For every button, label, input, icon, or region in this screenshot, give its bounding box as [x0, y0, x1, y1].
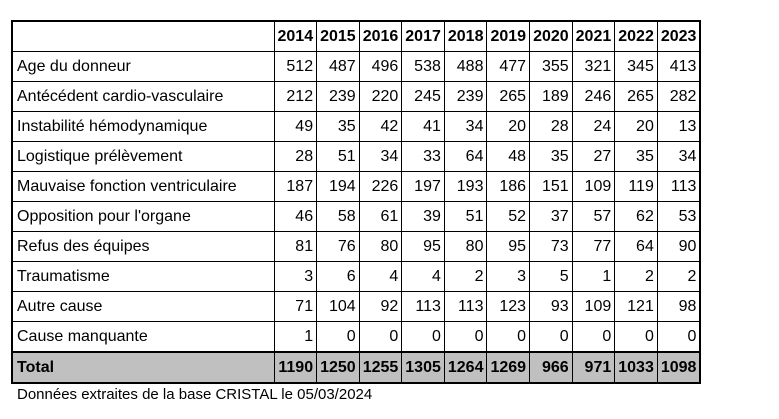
value-cell: 28: [274, 142, 317, 172]
value-cell: 71: [274, 292, 317, 322]
value-cell: 52: [487, 202, 530, 232]
value-cell: 0: [402, 322, 445, 353]
year-header: 2023: [657, 21, 700, 52]
table-row: [12, 82, 700, 112]
value-cell: 24: [572, 112, 615, 142]
value-cell: 57: [572, 202, 615, 232]
value-cell: 321: [572, 52, 615, 82]
row-label: Antécédent cardio-vasculaire: [12, 82, 274, 112]
value-cell: 35: [615, 142, 658, 172]
value-cell: 1: [572, 262, 615, 292]
value-cell: 2: [657, 262, 700, 292]
total-value-cell: 1098: [657, 352, 700, 383]
total-value-cell: 966: [530, 352, 573, 383]
value-cell: 93: [530, 292, 573, 322]
value-cell: 80: [359, 232, 402, 262]
table-row: [12, 142, 700, 172]
value-cell: 113: [444, 292, 487, 322]
value-cell: 212: [274, 82, 317, 112]
year-header: 2016: [359, 21, 402, 52]
value-cell: 119: [615, 172, 658, 202]
total-value-cell: 1305: [402, 352, 445, 383]
row-label: Age du donneur: [12, 52, 274, 82]
table-row: [12, 292, 700, 322]
table-row: [12, 112, 700, 142]
value-cell: 46: [274, 202, 317, 232]
year-header: 2018: [444, 21, 487, 52]
value-cell: 113: [657, 172, 700, 202]
value-cell: 95: [487, 232, 530, 262]
value-cell: 197: [402, 172, 445, 202]
value-cell: 477: [487, 52, 530, 82]
value-cell: 123: [487, 292, 530, 322]
value-cell: 64: [444, 142, 487, 172]
value-cell: 64: [615, 232, 658, 262]
value-cell: 0: [657, 322, 700, 353]
value-cell: 81: [274, 232, 317, 262]
value-cell: 488: [444, 52, 487, 82]
value-cell: 73: [530, 232, 573, 262]
value-cell: 109: [572, 172, 615, 202]
value-cell: 239: [317, 82, 360, 112]
year-header: 2021: [572, 21, 615, 52]
value-cell: 53: [657, 202, 700, 232]
value-cell: 28: [530, 112, 573, 142]
table-row: [12, 172, 700, 202]
total-value-cell: 1264: [444, 352, 487, 383]
header-corner-cell: [12, 21, 274, 52]
header-row: [12, 21, 700, 52]
table-row: [12, 52, 700, 82]
row-label: Traumatisme: [12, 262, 274, 292]
value-cell: 187: [274, 172, 317, 202]
value-cell: 51: [317, 142, 360, 172]
value-cell: 35: [530, 142, 573, 172]
row-label: Refus des équipes: [12, 232, 274, 262]
value-cell: 2: [444, 262, 487, 292]
value-cell: 345: [615, 52, 658, 82]
year-header: 2014: [274, 21, 317, 52]
value-cell: 4: [359, 262, 402, 292]
table-row: [12, 322, 700, 353]
value-cell: 34: [359, 142, 402, 172]
value-cell: 538: [402, 52, 445, 82]
value-cell: 4: [402, 262, 445, 292]
total-value-cell: 1269: [487, 352, 530, 383]
value-cell: 27: [572, 142, 615, 172]
value-cell: 5: [530, 262, 573, 292]
value-cell: 193: [444, 172, 487, 202]
value-cell: 239: [444, 82, 487, 112]
value-cell: 496: [359, 52, 402, 82]
value-cell: 2: [615, 262, 658, 292]
value-cell: 121: [615, 292, 658, 322]
value-cell: 0: [572, 322, 615, 353]
value-cell: 282: [657, 82, 700, 112]
row-label: Cause manquante: [12, 322, 274, 353]
value-cell: 226: [359, 172, 402, 202]
value-cell: 39: [402, 202, 445, 232]
value-cell: 76: [317, 232, 360, 262]
value-cell: 80: [444, 232, 487, 262]
year-header: 2015: [317, 21, 360, 52]
value-cell: 95: [402, 232, 445, 262]
value-cell: 189: [530, 82, 573, 112]
value-cell: 49: [274, 112, 317, 142]
data-table: [11, 20, 701, 384]
table-row: [12, 202, 700, 232]
value-cell: 220: [359, 82, 402, 112]
value-cell: 246: [572, 82, 615, 112]
value-cell: 0: [317, 322, 360, 353]
value-cell: 245: [402, 82, 445, 112]
row-label: Opposition pour l'organe: [12, 202, 274, 232]
row-label: Instabilité hémodynamique: [12, 112, 274, 142]
value-cell: 20: [615, 112, 658, 142]
value-cell: 13: [657, 112, 700, 142]
value-cell: 34: [657, 142, 700, 172]
total-label: Total: [12, 352, 274, 383]
value-cell: 487: [317, 52, 360, 82]
year-header: 2017: [402, 21, 445, 52]
year-header: 2020: [530, 21, 573, 52]
year-header: 2019: [487, 21, 530, 52]
value-cell: 6: [317, 262, 360, 292]
value-cell: 0: [530, 322, 573, 353]
value-cell: 37: [530, 202, 573, 232]
total-value-cell: 1250: [317, 352, 360, 383]
value-cell: 151: [530, 172, 573, 202]
value-cell: 355: [530, 52, 573, 82]
total-value-cell: 1033: [615, 352, 658, 383]
value-cell: 3: [274, 262, 317, 292]
row-label: Mauvaise fonction ventriculaire: [12, 172, 274, 202]
value-cell: 194: [317, 172, 360, 202]
value-cell: 413: [657, 52, 700, 82]
total-row: [12, 352, 700, 383]
value-cell: 113: [402, 292, 445, 322]
value-cell: 51: [444, 202, 487, 232]
value-cell: 33: [402, 142, 445, 172]
value-cell: 512: [274, 52, 317, 82]
row-label: Logistique prélèvement: [12, 142, 274, 172]
value-cell: 109: [572, 292, 615, 322]
total-value-cell: 1190: [274, 352, 317, 383]
value-cell: 98: [657, 292, 700, 322]
value-cell: 58: [317, 202, 360, 232]
value-cell: 3: [487, 262, 530, 292]
value-cell: 104: [317, 292, 360, 322]
total-value-cell: 971: [572, 352, 615, 383]
value-cell: 92: [359, 292, 402, 322]
value-cell: 265: [615, 82, 658, 112]
table-body: [12, 52, 700, 384]
value-cell: 42: [359, 112, 402, 142]
value-cell: 265: [487, 82, 530, 112]
value-cell: 34: [444, 112, 487, 142]
value-cell: 0: [444, 322, 487, 353]
value-cell: 20: [487, 112, 530, 142]
value-cell: 35: [317, 112, 360, 142]
row-label: Autre cause: [12, 292, 274, 322]
value-cell: 48: [487, 142, 530, 172]
year-header: 2022: [615, 21, 658, 52]
value-cell: 0: [487, 322, 530, 353]
source-note: Données extraites de la base CRISTAL le 05/03/2024: [17, 386, 373, 403]
value-cell: 77: [572, 232, 615, 262]
value-cell: 90: [657, 232, 700, 262]
total-value-cell: 1255: [359, 352, 402, 383]
value-cell: 186: [487, 172, 530, 202]
table-row: [12, 262, 700, 292]
value-cell: 1: [274, 322, 317, 353]
value-cell: 0: [615, 322, 658, 353]
table-row: [12, 232, 700, 262]
value-cell: 61: [359, 202, 402, 232]
value-cell: 41: [402, 112, 445, 142]
value-cell: 0: [359, 322, 402, 353]
value-cell: 62: [615, 202, 658, 232]
